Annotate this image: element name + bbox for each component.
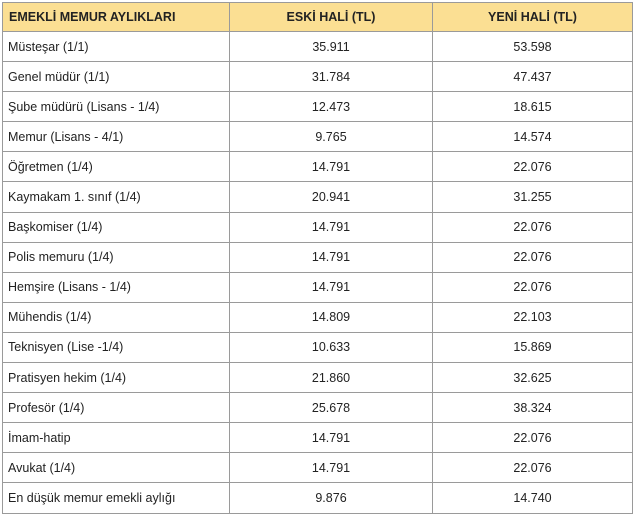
table-row [3, 363, 633, 393]
position-cell: Genel müdür (1/1) [3, 62, 230, 92]
position-cell: En düşük memur emekli aylığı [3, 483, 230, 513]
header-row [3, 3, 633, 32]
old-salary-cell: 14.791 [230, 242, 433, 272]
new-salary-cell: 22.076 [433, 423, 633, 453]
header-new-salary: YENİ HALİ (TL) [433, 3, 633, 32]
position-cell: Avukat (1/4) [3, 453, 230, 483]
new-salary-cell: 32.625 [433, 363, 633, 393]
old-salary-cell: 20.941 [230, 182, 433, 212]
position-cell: Mühendis (1/4) [3, 302, 230, 332]
table-header [3, 3, 633, 32]
old-salary-cell: 9.765 [230, 122, 433, 152]
table-row [3, 242, 633, 272]
header-position: EMEKLİ MEMUR AYLIKLARI [3, 3, 230, 32]
old-salary-cell: 25.678 [230, 393, 433, 423]
table-row [3, 122, 633, 152]
table-row [3, 302, 633, 332]
position-cell: Şube müdürü (Lisans - 1/4) [3, 92, 230, 122]
table-row [3, 212, 633, 242]
table-row [3, 332, 633, 362]
position-cell: İmam-hatip [3, 423, 230, 453]
new-salary-cell: 22.076 [433, 272, 633, 302]
new-salary-cell: 22.076 [433, 152, 633, 182]
position-cell: Teknisyen (Lise -1/4) [3, 332, 230, 362]
position-cell: Profesör (1/4) [3, 393, 230, 423]
new-salary-cell: 31.255 [433, 182, 633, 212]
position-cell: Başkomiser (1/4) [3, 212, 230, 242]
table-row [3, 62, 633, 92]
old-salary-cell: 12.473 [230, 92, 433, 122]
new-salary-cell: 15.869 [433, 332, 633, 362]
position-cell: Müsteşar (1/1) [3, 32, 230, 62]
old-salary-cell: 14.791 [230, 152, 433, 182]
table-row [3, 182, 633, 212]
old-salary-cell: 35.911 [230, 32, 433, 62]
position-cell: Öğretmen (1/4) [3, 152, 230, 182]
old-salary-cell: 14.809 [230, 302, 433, 332]
position-cell: Memur (Lisans - 4/1) [3, 122, 230, 152]
new-salary-cell: 18.615 [433, 92, 633, 122]
table-row [3, 453, 633, 483]
position-cell: Polis memuru (1/4) [3, 242, 230, 272]
table-row [3, 272, 633, 302]
pension-table [2, 2, 633, 514]
header-old-salary: ESKİ HALİ (TL) [230, 3, 433, 32]
old-salary-cell: 14.791 [230, 453, 433, 483]
new-salary-cell: 22.076 [433, 453, 633, 483]
old-salary-cell: 10.633 [230, 332, 433, 362]
new-salary-cell: 22.076 [433, 242, 633, 272]
position-cell: Hemşire (Lisans - 1/4) [3, 272, 230, 302]
table-row [3, 32, 633, 62]
position-cell: Kaymakam 1. sınıf (1/4) [3, 182, 230, 212]
pension-table-container [2, 2, 633, 514]
old-salary-cell: 31.784 [230, 62, 433, 92]
new-salary-cell: 22.076 [433, 212, 633, 242]
position-cell: Pratisyen hekim (1/4) [3, 363, 230, 393]
old-salary-cell: 9.876 [230, 483, 433, 513]
table-row [3, 483, 633, 513]
new-salary-cell: 38.324 [433, 393, 633, 423]
old-salary-cell: 14.791 [230, 272, 433, 302]
old-salary-cell: 14.791 [230, 423, 433, 453]
table-row [3, 92, 633, 122]
old-salary-cell: 14.791 [230, 212, 433, 242]
new-salary-cell: 53.598 [433, 32, 633, 62]
old-salary-cell: 21.860 [230, 363, 433, 393]
table-body [3, 32, 633, 514]
table-row [3, 423, 633, 453]
new-salary-cell: 14.740 [433, 483, 633, 513]
new-salary-cell: 47.437 [433, 62, 633, 92]
table-row [3, 152, 633, 182]
table-row [3, 393, 633, 423]
new-salary-cell: 22.103 [433, 302, 633, 332]
new-salary-cell: 14.574 [433, 122, 633, 152]
